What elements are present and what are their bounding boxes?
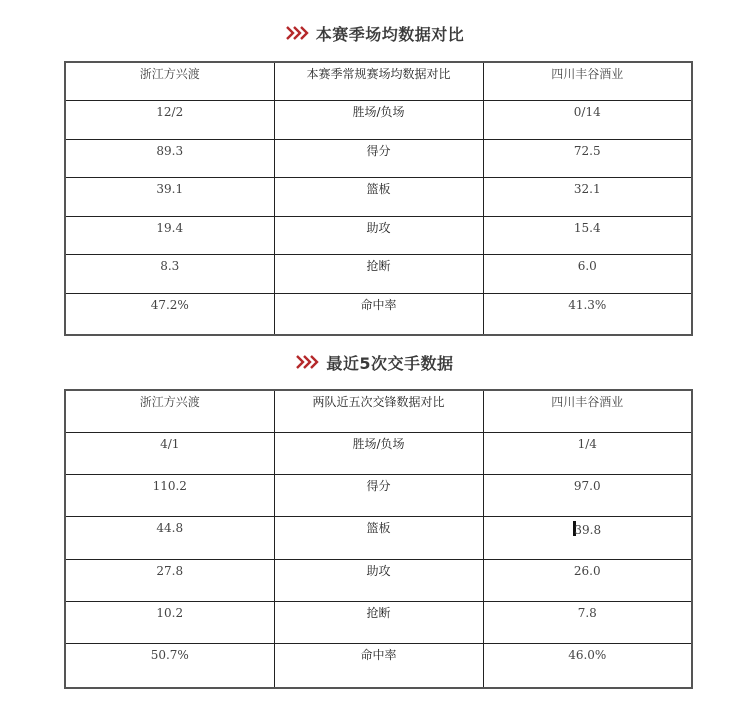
home-value: 8.3: [65, 255, 274, 294]
home-value: 10.2: [65, 601, 274, 643]
table-row: [65, 601, 692, 643]
category-header: 本赛季常规赛场均数据对比: [274, 62, 483, 101]
stat-label: 助攻: [274, 559, 483, 601]
category-header: 两队近五次交锋数据对比: [274, 390, 483, 432]
head-to-head-table: [64, 389, 693, 689]
away-value: 6.0: [483, 255, 692, 294]
section-title-text: 本赛季场均数据对比: [315, 24, 465, 44]
home-value: 44.8: [65, 517, 274, 559]
away-value: 97.0: [483, 475, 692, 517]
section-title-text: 最近5次交手数据: [326, 353, 454, 373]
table-row: [65, 101, 692, 140]
table-row: [65, 178, 692, 217]
away-value: 46.0%: [483, 644, 692, 688]
home-value: 89.3: [65, 139, 274, 178]
away-value: 0/14: [483, 101, 692, 140]
stat-label: 抢断: [274, 255, 483, 294]
home-team-header: 浙江方兴渡: [65, 390, 274, 432]
stat-label: 胜场/负场: [274, 101, 483, 140]
stat-label: 胜场/负场: [274, 432, 483, 474]
table-row: [65, 517, 692, 559]
season-averages-table: [64, 61, 693, 336]
away-value: 41.3%: [483, 294, 692, 335]
table-row: [65, 644, 692, 688]
home-value: 19.4: [65, 216, 274, 255]
table-row: [65, 255, 692, 294]
table-row: [65, 559, 692, 601]
home-value: 39.1: [65, 178, 274, 217]
home-value: 110.2: [65, 475, 274, 517]
section-title-head-to-head: [0, 347, 750, 377]
away-value: [483, 517, 692, 559]
stat-label: 篮板: [274, 517, 483, 559]
away-team-header: 四川丰谷酒业: [483, 62, 692, 101]
table-header-row: [65, 62, 692, 101]
stat-label: 得分: [274, 139, 483, 178]
away-value: 15.4: [483, 216, 692, 255]
home-value: 50.7%: [65, 644, 274, 688]
home-value: 47.2%: [65, 294, 274, 335]
table-row: [65, 216, 692, 255]
away-value: 72.5: [483, 139, 692, 178]
stat-label: 得分: [274, 475, 483, 517]
stat-label: 篮板: [274, 178, 483, 217]
away-value: 32.1: [483, 178, 692, 217]
stat-label: 命中率: [274, 294, 483, 335]
away-value: 7.8: [483, 601, 692, 643]
away-value-text: 39.8: [574, 523, 602, 538]
table-header-row: [65, 390, 692, 432]
away-team-header: 四川丰谷酒业: [483, 390, 692, 432]
stat-label: 命中率: [274, 644, 483, 688]
table-row: [65, 139, 692, 178]
home-value: 27.8: [65, 559, 274, 601]
table-row: [65, 294, 692, 335]
triple-chevron-right-icon: [296, 355, 320, 369]
triple-chevron-right-icon: [286, 26, 310, 40]
home-value: 4/1: [65, 432, 274, 474]
table-row: [65, 475, 692, 517]
away-value: 26.0: [483, 559, 692, 601]
home-team-header: 浙江方兴渡: [65, 62, 274, 101]
section-title-season-averages: [0, 18, 750, 48]
home-value: 12/2: [65, 101, 274, 140]
stat-label: 抢断: [274, 601, 483, 643]
table-row: [65, 432, 692, 474]
away-value: 1/4: [483, 432, 692, 474]
stat-label: 助攻: [274, 216, 483, 255]
